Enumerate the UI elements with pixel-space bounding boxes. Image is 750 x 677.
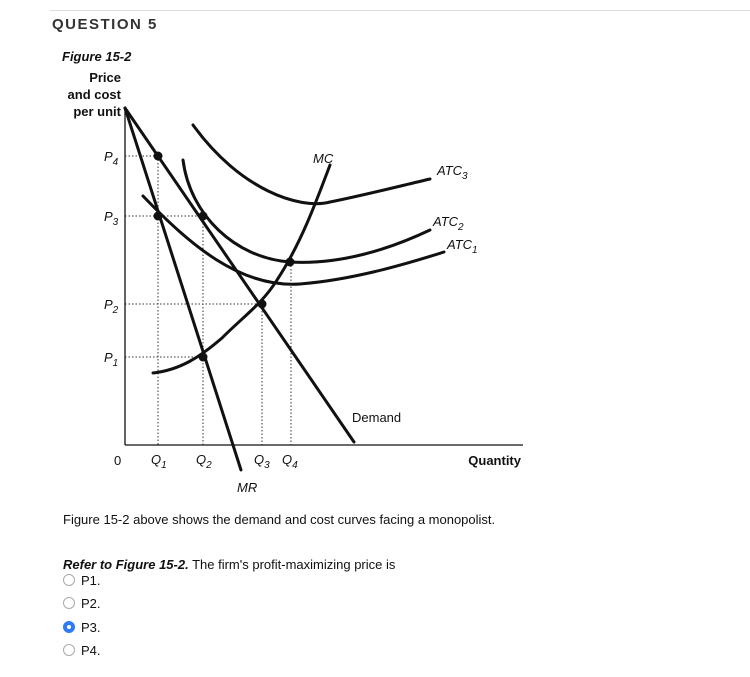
figure-caption: Figure 15-2 above shows the demand and cost curves facing a monopolist. [63,512,496,527]
answer-option-p4[interactable] [63,641,101,659]
answer-option-p1[interactable] [63,571,101,589]
point-demand-p3 [199,212,208,221]
radio-p1[interactable] [63,574,75,586]
radio-p3[interactable] [63,621,75,633]
prompt-reference: Refer to Figure 15-2. [63,557,189,572]
atc3-curve [193,125,430,204]
x-axis-label: Quantity [468,453,521,468]
mr-label: MR [237,480,258,495]
tick-q1: $Q_1$ [151,452,167,471]
radio-p4[interactable] [63,644,75,656]
question-title: QUESTION 5 [52,16,158,33]
origin-label: 0 [114,453,122,468]
mc-curve [153,165,330,373]
mc-label: MC [313,151,334,166]
radio-p2[interactable] [63,597,75,609]
atc2-label: $ATC_2$ [433,214,464,233]
tick-q4: $Q_4$ [282,452,298,471]
tick-p3: $P_3$ [104,209,119,228]
answer-label-p4: P4. [81,642,101,658]
point-mr-mc [199,353,208,362]
tick-p1: $P_1$ [104,350,119,369]
answer-label-p2: P2. [81,595,101,611]
y-axis-label-line1: Price [89,70,121,85]
answer-option-p2[interactable] [63,594,101,612]
point-demand-p2 [258,300,267,309]
atc1-label: $ATC_1$ [447,237,478,256]
answer-label-p1: P1. [81,572,101,588]
figure-label: Figure 15-2 [62,49,132,64]
demand-label: Demand [352,410,402,425]
tick-q2: $Q_2$ [196,452,212,471]
tick-p4: $P_4$ [104,149,119,168]
prompt-text: The firm's profit-maximizing price is [188,557,396,572]
tick-q3: $Q_3$ [254,452,270,471]
atc1-curve [143,196,444,284]
atc3-label: $ATC_3$ [437,163,468,182]
y-axis-label-line3: per unit [73,104,121,119]
point-mr-atc1 [154,212,163,221]
point-mc-atc2 [286,258,295,267]
tick-p2: $P_2$ [104,297,119,316]
question-prompt [63,557,395,572]
answer-option-p3[interactable] [63,618,101,636]
answer-label-p3: P3. [81,619,101,635]
y-axis-label-line2: and cost [67,87,121,102]
point-demand-p4 [154,152,163,161]
